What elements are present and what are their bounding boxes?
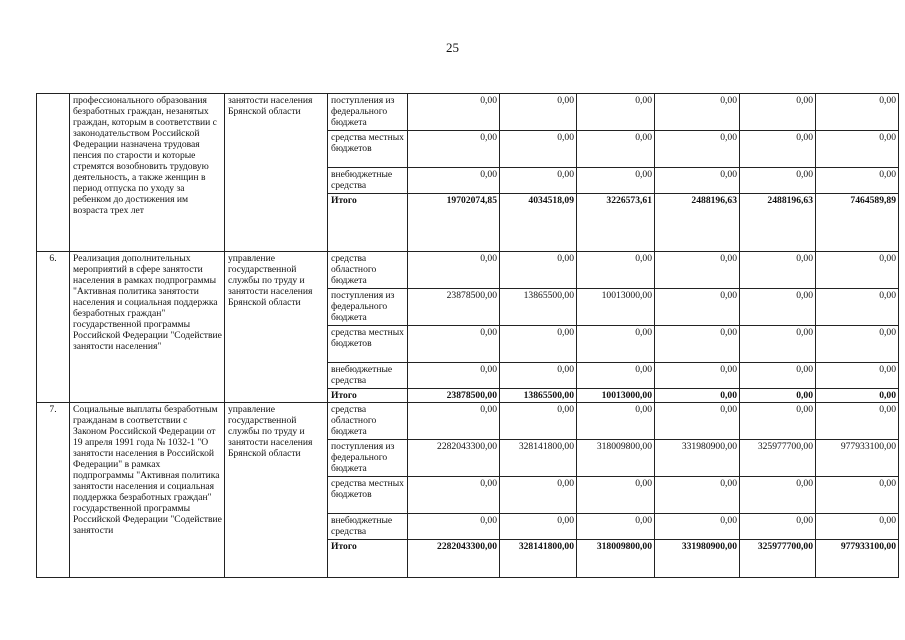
- table-row: [37, 403, 899, 440]
- amount-cell: 3226573,61: [577, 194, 655, 252]
- amount-cell: 328141800,00: [500, 540, 577, 578]
- amount-cell: 10013000,00: [577, 389, 655, 403]
- amount-cell: 7464589,89: [816, 194, 899, 252]
- amount-cell: 0,00: [740, 326, 816, 363]
- amount-cell: 0,00: [816, 326, 899, 363]
- amount-cell: 0,00: [408, 94, 500, 131]
- amount-cell: 318009800,00: [577, 540, 655, 578]
- amount-cell: 331980900,00: [655, 540, 740, 578]
- amount-cell: 0,00: [740, 252, 816, 289]
- amount-cell: 0,00: [500, 477, 577, 514]
- amount-cell: 0,00: [816, 477, 899, 514]
- amount-cell: 0,00: [816, 389, 899, 403]
- amount-cell: 0,00: [655, 389, 740, 403]
- amount-cell: 0,00: [577, 252, 655, 289]
- funding-source: средства местных бюджетов: [328, 326, 408, 363]
- amount-cell: 0,00: [740, 363, 816, 389]
- amount-cell: 0,00: [655, 289, 740, 326]
- row-number: [37, 94, 70, 252]
- amount-cell: 325977700,00: [740, 440, 816, 477]
- amount-cell: 0,00: [500, 252, 577, 289]
- amount-cell: 4034518,09: [500, 194, 577, 252]
- amount-cell: 2488196,63: [740, 194, 816, 252]
- amount-cell: 0,00: [740, 94, 816, 131]
- funding-source: Итого: [328, 194, 408, 252]
- amount-cell: 0,00: [740, 477, 816, 514]
- amount-cell: 0,00: [577, 403, 655, 440]
- funding-source: внебюджетные средства: [328, 168, 408, 194]
- amount-cell: 0,00: [740, 389, 816, 403]
- budget-table: [36, 93, 899, 578]
- row-number: 6.: [37, 252, 70, 403]
- amount-cell: 0,00: [408, 403, 500, 440]
- activity-description: Социальные выплаты безработным гражданам в соответствии с Законом Российской Федерации от 19 апреля 1991 года № 1032-1 "О занятости населения в Российской Федерации" в рамках подпрограммы "Активная политика занятости населения и социальная поддержка безработных граждан" государственной программы Российской Федерации "Содействие занятости: [70, 403, 225, 578]
- amount-cell: 0,00: [655, 477, 740, 514]
- amount-cell: 977933100,00: [816, 540, 899, 578]
- amount-cell: 331980900,00: [655, 440, 740, 477]
- funding-source: внебюджетные средства: [328, 514, 408, 540]
- amount-cell: 0,00: [500, 403, 577, 440]
- amount-cell: 0,00: [500, 326, 577, 363]
- row-number: 7.: [37, 403, 70, 578]
- amount-cell: 2282043300,00: [408, 540, 500, 578]
- amount-cell: 0,00: [816, 252, 899, 289]
- amount-cell: 0,00: [500, 514, 577, 540]
- amount-cell: 0,00: [577, 131, 655, 168]
- amount-cell: 0,00: [577, 326, 655, 363]
- table-row: [37, 94, 899, 131]
- amount-cell: 10013000,00: [577, 289, 655, 326]
- amount-cell: 0,00: [655, 403, 740, 440]
- amount-cell: 0,00: [655, 131, 740, 168]
- amount-cell: 0,00: [816, 131, 899, 168]
- executor: занятости населения Брянской области: [225, 94, 328, 252]
- amount-cell: 0,00: [740, 131, 816, 168]
- amount-cell: 0,00: [577, 477, 655, 514]
- amount-cell: 0,00: [577, 514, 655, 540]
- amount-cell: 13865500,00: [500, 289, 577, 326]
- funding-source: средства местных бюджетов: [328, 477, 408, 514]
- amount-cell: 0,00: [655, 168, 740, 194]
- amount-cell: 0,00: [655, 514, 740, 540]
- funding-source: Итого: [328, 540, 408, 578]
- amount-cell: 0,00: [740, 168, 816, 194]
- activity-description: Реализация дополнительных мероприятий в сфере занятости населения в рамках подпрограммы "Активная политика занятости населения и социальная поддержка безработных граждан" государственной программы Российской Федерации "Содействие занятости населения": [70, 252, 225, 403]
- amount-cell: 0,00: [816, 514, 899, 540]
- amount-cell: 325977700,00: [740, 540, 816, 578]
- amount-cell: 0,00: [655, 363, 740, 389]
- amount-cell: 0,00: [500, 168, 577, 194]
- amount-cell: 0,00: [577, 168, 655, 194]
- amount-cell: 977933100,00: [816, 440, 899, 477]
- funding-source: поступления из федерального бюджета: [328, 289, 408, 326]
- funding-source: Итого: [328, 389, 408, 403]
- amount-cell: 0,00: [740, 403, 816, 440]
- amount-cell: 0,00: [577, 94, 655, 131]
- amount-cell: 0,00: [740, 514, 816, 540]
- table-body: [37, 94, 899, 578]
- amount-cell: 0,00: [500, 131, 577, 168]
- amount-cell: 0,00: [408, 252, 500, 289]
- executor: управление государственной службы по труду и занятости населения Брянской области: [225, 403, 328, 578]
- amount-cell: 0,00: [816, 289, 899, 326]
- amount-cell: 0,00: [577, 363, 655, 389]
- funding-source: средства местных бюджетов: [328, 131, 408, 168]
- amount-cell: 0,00: [408, 131, 500, 168]
- funding-source: средства областного бюджета: [328, 252, 408, 289]
- table-row: [37, 252, 899, 289]
- amount-cell: 19702074,85: [408, 194, 500, 252]
- funding-source: средства областного бюджета: [328, 403, 408, 440]
- amount-cell: 328141800,00: [500, 440, 577, 477]
- amount-cell: 0,00: [655, 94, 740, 131]
- amount-cell: 0,00: [816, 363, 899, 389]
- amount-cell: 0,00: [408, 514, 500, 540]
- amount-cell: 0,00: [740, 289, 816, 326]
- amount-cell: 0,00: [408, 168, 500, 194]
- executor: управление государственной службы по труду и занятости населения Брянской области: [225, 252, 328, 403]
- amount-cell: 23878500,00: [408, 289, 500, 326]
- amount-cell: 0,00: [408, 326, 500, 363]
- funding-source: поступления из федерального бюджета: [328, 94, 408, 131]
- amount-cell: 0,00: [500, 94, 577, 131]
- amount-cell: 0,00: [816, 403, 899, 440]
- amount-cell: 0,00: [408, 477, 500, 514]
- amount-cell: 2488196,63: [655, 194, 740, 252]
- amount-cell: 0,00: [655, 252, 740, 289]
- amount-cell: 0,00: [500, 363, 577, 389]
- amount-cell: 2282043300,00: [408, 440, 500, 477]
- funding-source: поступления из федерального бюджета: [328, 440, 408, 477]
- funding-source: внебюджетные средства: [328, 363, 408, 389]
- amount-cell: 0,00: [408, 363, 500, 389]
- amount-cell: 23878500,00: [408, 389, 500, 403]
- amount-cell: 0,00: [655, 326, 740, 363]
- amount-cell: 0,00: [816, 94, 899, 131]
- amount-cell: 13865500,00: [500, 389, 577, 403]
- amount-cell: 0,00: [816, 168, 899, 194]
- activity-description: профессионального образования безработных граждан, незанятых граждан, которым в соответствии с законодательством Российской Федерации назначена трудовая пенсия по старости и которые стремятся возобновить трудовую деятельность, а также женщин в период отпуска по уходу за ребенком до достижения им возраста трех лет: [70, 94, 225, 252]
- amount-cell: 318009800,00: [577, 440, 655, 477]
- page-number: 25: [446, 40, 459, 55]
